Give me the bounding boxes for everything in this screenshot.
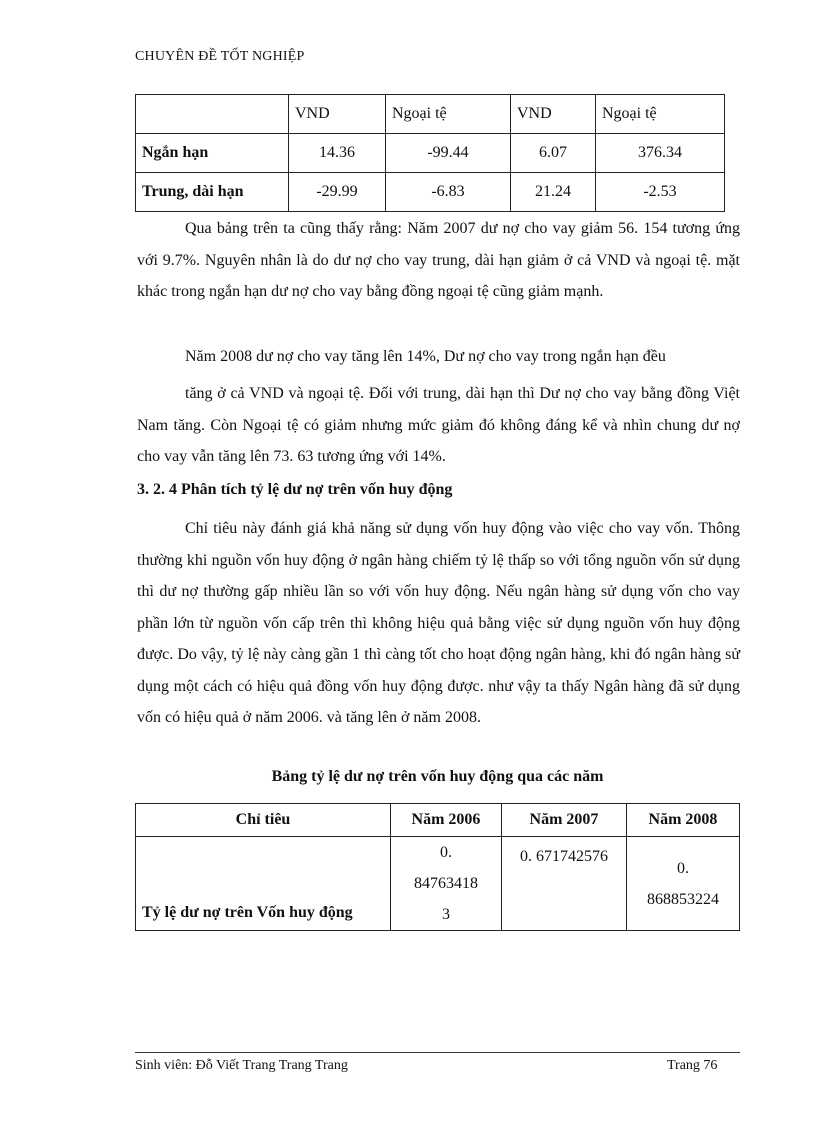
table-header-cell: Ngoại tệ bbox=[386, 95, 511, 134]
table-cell bbox=[627, 837, 740, 931]
cell-value: 0. 847634183 bbox=[414, 844, 478, 923]
row-label: Ngắn hạn bbox=[136, 134, 289, 173]
table-header-cell: Năm 2006 bbox=[391, 804, 502, 837]
ratio-table bbox=[135, 803, 740, 931]
table-cell: -2.53 bbox=[596, 173, 725, 212]
section-paragraph: Chỉ tiêu này đánh giá khả năng sử dụng vốn huy động vào việc cho vay vốn. Thông thường khi nguồn vốn huy động ở ngân hàng chiếm tỷ lệ thấp so với tổng nguồn vốn sử dụng thì dư nợ thường gấp nhiều lần so với vốn huy động. Nếu ngân hàng sử dụng vốn cho vay phần lớn từ nguồn vốn cấp trên thì không hiệu quả bằng việc sử dụng nguồn vốn huy động được. Do vậy, tỷ lệ này càng gần 1 thì càng tốt cho hoạt động ngân hàng, khi đó ngân hàng sử dụng một cách có hiệu quả đồng vốn huy động được. như vậy ta thấy Ngân hàng đã sử dụng vốn có hiệu quả ở năm 2006. và tăng lên ở năm 2008. bbox=[137, 520, 740, 726]
body-paragraph: Qua bảng trên ta cũng thấy rằng: Năm 2007 dư nợ cho vay giảm 56. 154 tương ứng với 9.7%. Nguyên nhân là do dư nợ cho vay trung, dài hạn giảm ở cả VND và ngoại tệ. mặt khác trong ngắn hạn dư nợ cho vay bằng đồng ngoại tệ cũng giảm mạnh. bbox=[137, 220, 740, 300]
table-header-cell: VND bbox=[289, 95, 386, 134]
table-header-cell: Năm 2008 bbox=[627, 804, 740, 837]
table-row bbox=[136, 837, 740, 931]
row-label: Trung, dài hạn bbox=[136, 173, 289, 212]
table-header-cell: Chỉ tiêu bbox=[136, 804, 391, 837]
table-cell: 0. 671742576 bbox=[502, 837, 627, 931]
table-header-cell: Ngoại tệ bbox=[596, 95, 725, 134]
row-label: Tỷ lệ dư nợ trên Vốn huy động bbox=[136, 837, 391, 931]
table-cell: 376.34 bbox=[596, 134, 725, 173]
section-heading: 3. 2. 4 Phân tích tỷ lệ dư nợ trên vốn huy động bbox=[137, 481, 453, 498]
table-cell bbox=[391, 837, 502, 931]
footer-page-number: Trang 76 bbox=[667, 1058, 718, 1073]
cell-value: 0. 868853224 bbox=[647, 859, 719, 908]
table-cell: -29.99 bbox=[289, 173, 386, 212]
table-header-row bbox=[136, 804, 740, 837]
table-row bbox=[136, 134, 725, 173]
table-header-cell: VND bbox=[511, 95, 596, 134]
loan-change-table bbox=[135, 94, 725, 212]
table-row bbox=[136, 173, 725, 212]
table-cell: 6.07 bbox=[511, 134, 596, 173]
table-header-cell: Năm 2007 bbox=[502, 804, 627, 837]
table-cell: 21.24 bbox=[511, 173, 596, 212]
table-cell: -6.83 bbox=[386, 173, 511, 212]
page-header-title: CHUYÊN ĐỀ TỐT NGHIỆP bbox=[135, 49, 305, 64]
table-caption: Bảng tỷ lệ dư nợ trên vốn huy động qua các năm bbox=[271, 768, 604, 785]
table-cell: -99.44 bbox=[386, 134, 511, 173]
footer-divider bbox=[135, 1052, 740, 1053]
table-header-row bbox=[136, 95, 725, 134]
footer-student: Sinh viên: Đỗ Viết Trang Trang Trang bbox=[135, 1058, 348, 1073]
body-paragraph: tăng ở cả VND và ngoại tệ. Đối với trung, dài hạn thì Dư nợ cho vay bằng đồng Việt Nam tăng. Còn Ngoại tệ có giảm nhưng mức giảm đó không đáng kể và nhìn chung dư nợ cho vay vẫn tăng lên 73. 63 tương ứng với 14%. bbox=[137, 385, 740, 465]
table-cell: 14.36 bbox=[289, 134, 386, 173]
table-header-cell bbox=[136, 95, 289, 134]
body-paragraph: Năm 2008 dư nợ cho vay tăng lên 14%, Dư nợ cho vay trong ngắn hạn đều bbox=[185, 348, 666, 365]
